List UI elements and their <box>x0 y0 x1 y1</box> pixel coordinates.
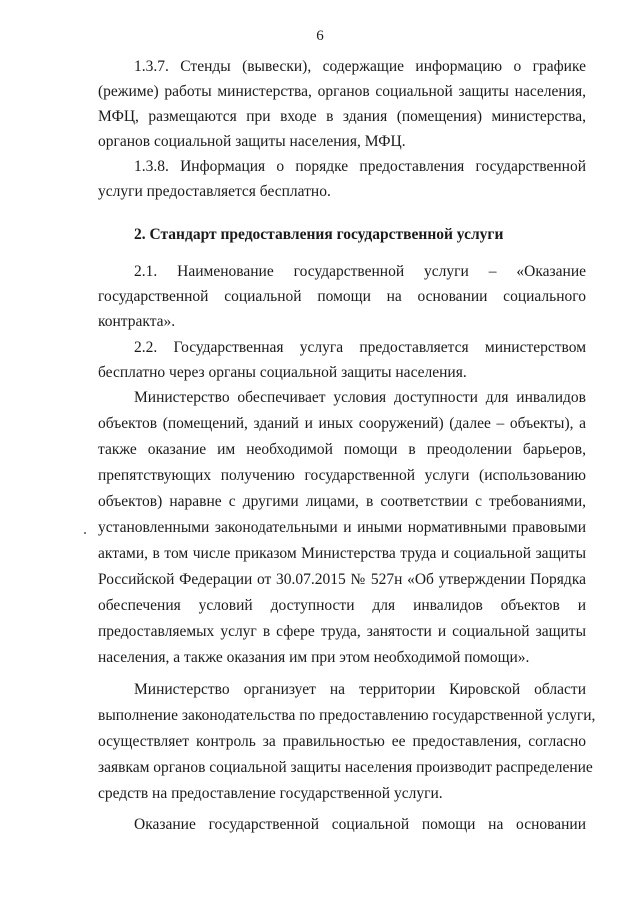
text-line: обеспечения условий доступности для инвалидов объектов и <box>98 597 586 614</box>
text-line: 1.3.7. Стенды (вывески), содержащие информацию о графике <box>134 58 586 75</box>
text-line: Оказание государственной социальной помощи на основании <box>134 816 586 833</box>
page-number: 6 <box>316 28 324 44</box>
text-line: объектов (помещений, зданий и иных сооружений) (далее – объекты), а <box>98 415 586 432</box>
text-line: также оказание им необходимой помощи в преодолении барьеров, <box>98 441 586 458</box>
text-line: Министерство обеспечивает условия доступности для инвалидов <box>134 389 586 406</box>
text-line: Министерство организует на территории Кировской области <box>134 681 586 698</box>
text-line: населения, а также оказания им при этом необходимой помощи». <box>98 649 530 666</box>
text-line: Российской Федерации от 30.07.2015 № 527н «Об утверждении Порядка <box>98 571 586 588</box>
text-line: бесплатно через органы социальной защиты населения. <box>98 364 467 381</box>
text-line: актами, в том числе приказом Министерства труда и социальной защиты <box>98 545 586 562</box>
text-line: установленными законодательными и иными нормативными правовыми <box>98 519 586 536</box>
text-line: средств на предоставление государственной услуги. <box>98 785 443 802</box>
text-line: контракта». <box>98 313 176 330</box>
text-line: заявкам органов социальной защиты населения производит распределение <box>98 759 593 776</box>
text-line: МФЦ, размещаются при входе в здания (помещения) министерства, <box>98 108 586 125</box>
text-line: выполнение законодательства по предоставлению государственной услуги, <box>98 707 596 724</box>
text-line: препятствующих получению государственной услуги (использованию <box>98 467 586 484</box>
text-line: органов социальной защиты населения, МФЦ. <box>98 133 406 150</box>
text-line: (режиме) работы министерства, органов социальной защиты населения, <box>98 83 586 100</box>
section-heading: 2. Стандарт предоставления государственной услуги <box>134 226 504 243</box>
scan-speck <box>84 532 86 534</box>
text-line: 2.2. Государственная услуга предоставляется министерством <box>134 339 586 356</box>
text-line: 2.1. Наименование государственной услуги – «Оказание <box>134 263 586 280</box>
text-line: услуги предоставляется бесплатно. <box>98 183 331 200</box>
text-line: осуществляет контроль за правильностью ее предоставления, согласно <box>98 733 586 750</box>
text-line: государственной социальной помощи на основании социального <box>98 288 586 305</box>
text-line: предоставляемых услуг в сфере труда, занятости и социальной защиты <box>98 623 586 640</box>
text-line: объектов) наравне с другими лицами, в соответствии с требованиями, <box>98 493 586 510</box>
text-line: 1.3.8. Информация о порядке предоставления государственной <box>134 158 586 175</box>
